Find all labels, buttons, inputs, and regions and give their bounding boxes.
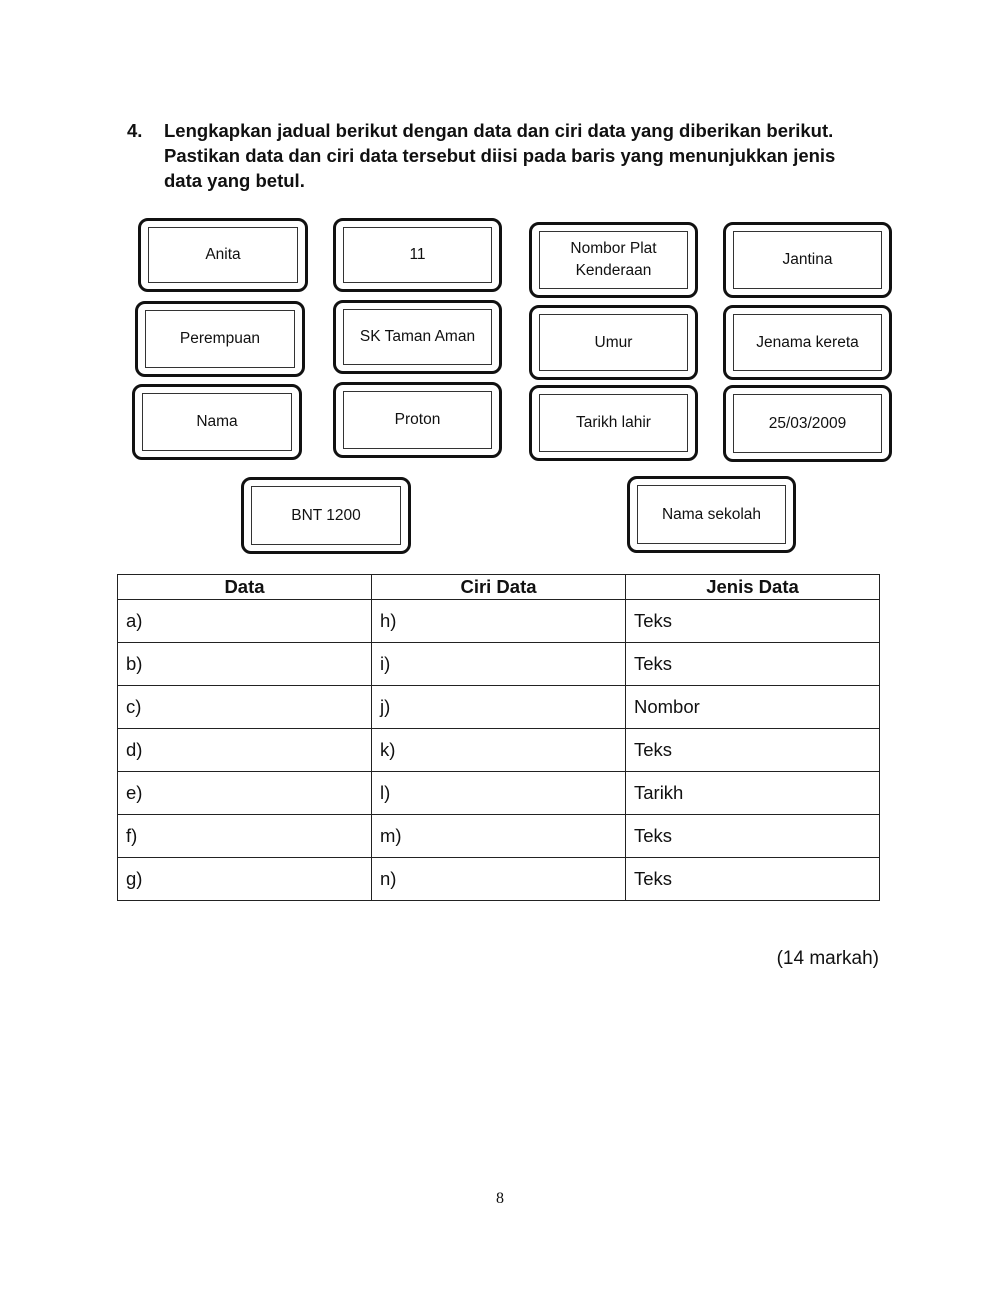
card-nombor-plat[interactable]: Nombor Plat Kenderaan [529,222,698,298]
jenis-data-cell: Teks [626,729,880,772]
ciri-data-cell[interactable]: k) [372,729,626,772]
ciri-data-cell[interactable]: l) [372,772,626,815]
card-anita[interactable]: Anita [138,218,308,292]
table-row [118,643,880,686]
header-jenis-data: Jenis Data [626,575,880,600]
card-nama[interactable]: Nama [132,384,302,460]
data-cell[interactable]: g) [118,858,372,901]
card-11[interactable]: 11 [333,218,502,292]
data-cell[interactable]: e) [118,772,372,815]
header-ciri-data: Ciri Data [372,575,626,600]
card-bnt-1200[interactable]: BNT 1200 [241,477,411,554]
answer-table [117,574,880,901]
data-cell[interactable]: a) [118,600,372,643]
ciri-data-cell[interactable]: j) [372,686,626,729]
card-jantina[interactable]: Jantina [723,222,892,298]
question-number: 4. [127,120,143,141]
header-data: Data [118,575,372,600]
jenis-data-cell: Teks [626,600,880,643]
table-row [118,815,880,858]
data-cell[interactable]: d) [118,729,372,772]
data-cell[interactable]: b) [118,643,372,686]
table-row [118,729,880,772]
table-row [118,600,880,643]
card-jenama-kereta[interactable]: Jenama kereta [723,305,892,380]
ciri-data-cell[interactable]: i) [372,643,626,686]
card-nama-sekolah[interactable]: Nama sekolah [627,476,796,553]
jenis-data-cell: Teks [626,815,880,858]
table-row [118,686,880,729]
question-text: Lengkapkan jadual berikut dengan data dan ciri data yang diberikan berikut. Pastikan data dan ciri data tersebut diisi pada baris yang menunjukkan jenis data yang betul. [164,120,836,191]
ciri-data-cell[interactable]: m) [372,815,626,858]
table-header-row [118,575,880,600]
card-tarikh-2009[interactable]: 25/03/2009 [723,385,892,462]
jenis-data-cell: Teks [626,858,880,901]
ciri-data-cell[interactable]: n) [372,858,626,901]
page-number: 8 [496,1190,504,1207]
jenis-data-cell: Tarikh [626,772,880,815]
jenis-data-cell: Nombor [626,686,880,729]
data-cell[interactable]: c) [118,686,372,729]
card-proton[interactable]: Proton [333,382,502,458]
ciri-data-cell[interactable]: h) [372,600,626,643]
data-cell[interactable]: f) [118,815,372,858]
jenis-data-cell: Teks [626,643,880,686]
card-umur[interactable]: Umur [529,305,698,380]
marks-label: (14 markah) [776,948,879,969]
card-sk-taman-aman[interactable]: SK Taman Aman [333,300,502,374]
card-tarikh-lahir[interactable]: Tarikh lahir [529,385,698,461]
table-row [118,772,880,815]
card-perempuan[interactable]: Perempuan [135,301,305,377]
table-row [118,858,880,901]
